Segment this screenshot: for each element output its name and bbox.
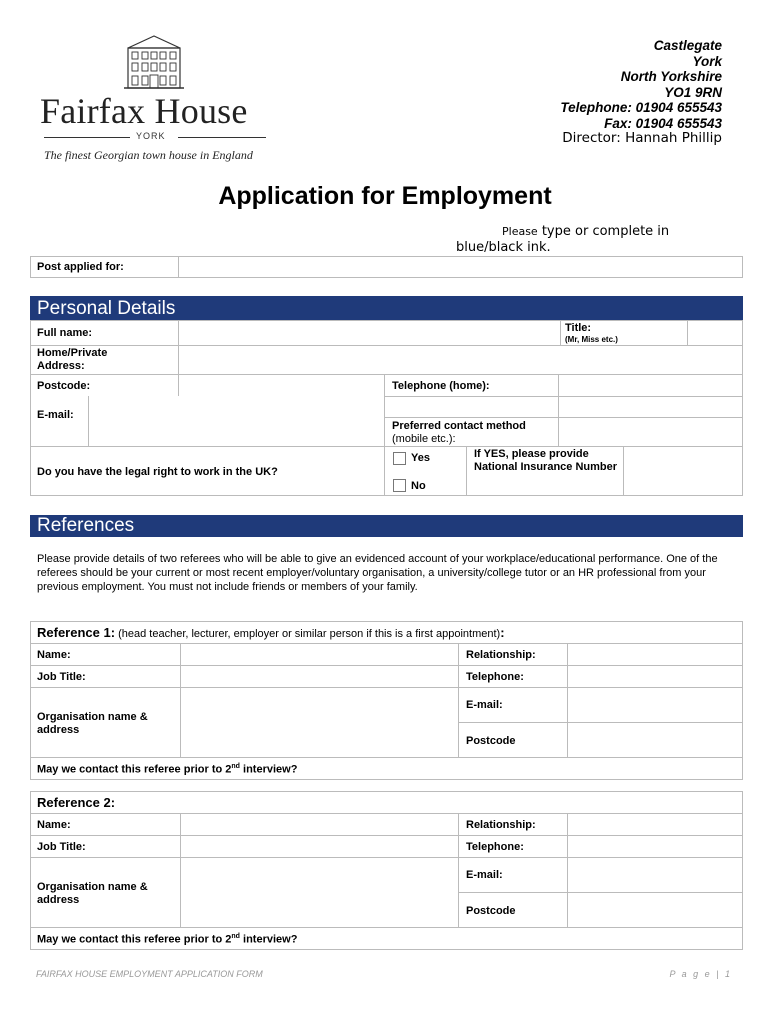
ref1-contact-question: May we contact this referee prior to 2nd interview? — [37, 763, 298, 776]
ref2-email-label: E-mail: — [466, 869, 503, 881]
email-label: E-mail: — [37, 409, 74, 421]
ref1-postcode-label: Postcode — [466, 735, 516, 747]
address-line: Castlegate — [653, 38, 722, 53]
references-intro: Please provide details of two referees who will be able to give an evidenced account of your workplace/educational performance. One of the referees should be your current or most recent employer/voluntary organisation, a university/college tutor or an HR professional from your previous employment. You must not include friends or members of your family. — [37, 553, 718, 593]
ref1-note: (head teacher, lecturer, employer or similar person if this is a first appointment) — [115, 628, 501, 640]
email-input[interactable] — [90, 398, 382, 445]
ref1-postcode-input[interactable] — [569, 724, 741, 756]
ref1-email-input[interactable] — [569, 689, 741, 721]
yes-label: Yes — [411, 452, 430, 464]
ref1-name-label: Name: — [37, 649, 71, 661]
logo-name: Fairfax House — [40, 91, 248, 131]
logo-tagline: The finest Georgian town house in England — [44, 148, 253, 162]
logo-city: YORK — [136, 131, 166, 141]
ref1-colon: : — [500, 625, 505, 640]
no-label: No — [411, 480, 426, 492]
ref1-job-title-label: Job Title: — [37, 671, 86, 683]
reference-2-title: Reference 2: — [37, 795, 116, 810]
ref1-telephone-label: Telephone: — [466, 671, 524, 683]
ref1-org-input[interactable] — [182, 689, 456, 756]
page-number: P a g e | 1 — [669, 969, 732, 979]
ref1-email-label: E-mail: — [466, 699, 503, 711]
preferred-contact-input[interactable] — [560, 419, 740, 445]
telephone-label: Telephone (home): — [392, 380, 490, 392]
house-logo-icon — [118, 34, 190, 92]
ref1-title-label: Reference 1: — [37, 625, 116, 640]
page-title: Application for Employment — [218, 182, 552, 210]
ref2-job-title-label: Job Title: — [37, 841, 86, 853]
ref2-name-label: Name: — [37, 819, 71, 831]
address-line: Fax: 01904 655543 — [604, 115, 722, 131]
telephone-input[interactable] — [560, 376, 740, 395]
address-line: Director: Hannah Phillip — [562, 130, 722, 146]
ref1-relationship-input[interactable] — [569, 645, 741, 664]
yes-checkbox[interactable] — [393, 452, 406, 465]
references-heading: References — [30, 515, 743, 537]
logo-rule-right — [178, 137, 266, 138]
ref2-contact-question: May we contact this referee prior to 2nd interview? — [37, 933, 298, 946]
instructions-line1-rest: type or complete in — [537, 224, 670, 239]
address-block — [560, 38, 722, 146]
instructions-please: Please — [502, 225, 538, 238]
no-checkbox[interactable] — [393, 479, 406, 492]
personal-details-heading: Personal Details — [30, 296, 743, 320]
ni-note: If YES, please provide National Insurance Number — [474, 448, 618, 473]
title-hint: (Mr, Miss etc.) — [565, 335, 618, 344]
address-line: North Yorkshire — [620, 69, 722, 84]
ref2-relationship-label: Relationship: — [466, 819, 536, 831]
ref1-relationship-label: Relationship: — [466, 649, 536, 661]
address-line: YO1 9RN — [664, 84, 722, 100]
footer-title: FAIRFAX HOUSE EMPLOYMENT APPLICATION FORM — [36, 969, 263, 979]
ref2-postcode-input[interactable] — [569, 894, 741, 926]
ref2-email-input[interactable] — [569, 859, 741, 891]
full-name-input[interactable] — [180, 322, 558, 344]
ref2-job-title-input[interactable] — [182, 837, 456, 856]
ref1-telephone-input[interactable] — [569, 667, 741, 686]
ref1-job-title-input[interactable] — [182, 667, 456, 686]
instructions-line2: blue/black ink. — [456, 240, 551, 255]
title-input[interactable] — [689, 322, 741, 344]
address-line: York — [692, 53, 722, 69]
ref1-name-input[interactable] — [182, 645, 456, 664]
logo-rule-left — [44, 137, 130, 138]
ref2-org-label: Organisation name & address — [37, 881, 148, 906]
preferred-contact-label: Preferred contact method — [392, 420, 526, 432]
preferred-contact-hint: (mobile etc.): — [392, 433, 456, 445]
ni-number-input[interactable] — [625, 448, 740, 494]
address-label: Home/Private Address: — [37, 347, 108, 372]
postcode-input[interactable] — [180, 376, 382, 395]
title-label: Title: — [565, 322, 592, 334]
ref2-name-input[interactable] — [182, 815, 456, 834]
post-applied-input[interactable] — [180, 258, 740, 276]
ref2-postcode-label: Postcode — [466, 905, 516, 917]
ref2-telephone-input[interactable] — [569, 837, 741, 856]
postcode-label: Postcode: — [37, 380, 91, 392]
instructions-line1 — [502, 224, 669, 239]
ref1-org-label: Organisation name & address — [37, 711, 148, 736]
reference-1-title — [37, 625, 505, 640]
address-input[interactable] — [180, 347, 740, 373]
right-to-work-label: Do you have the legal right to work in the UK? — [37, 466, 278, 478]
address-line: Telephone: 01904 655543 — [560, 100, 722, 115]
ref2-telephone-label: Telephone: — [466, 841, 524, 853]
ref2-relationship-input[interactable] — [569, 815, 741, 834]
full-name-label: Full name: — [37, 327, 93, 339]
post-applied-label: Post applied for: — [37, 261, 124, 273]
ref2-org-input[interactable] — [182, 859, 456, 926]
